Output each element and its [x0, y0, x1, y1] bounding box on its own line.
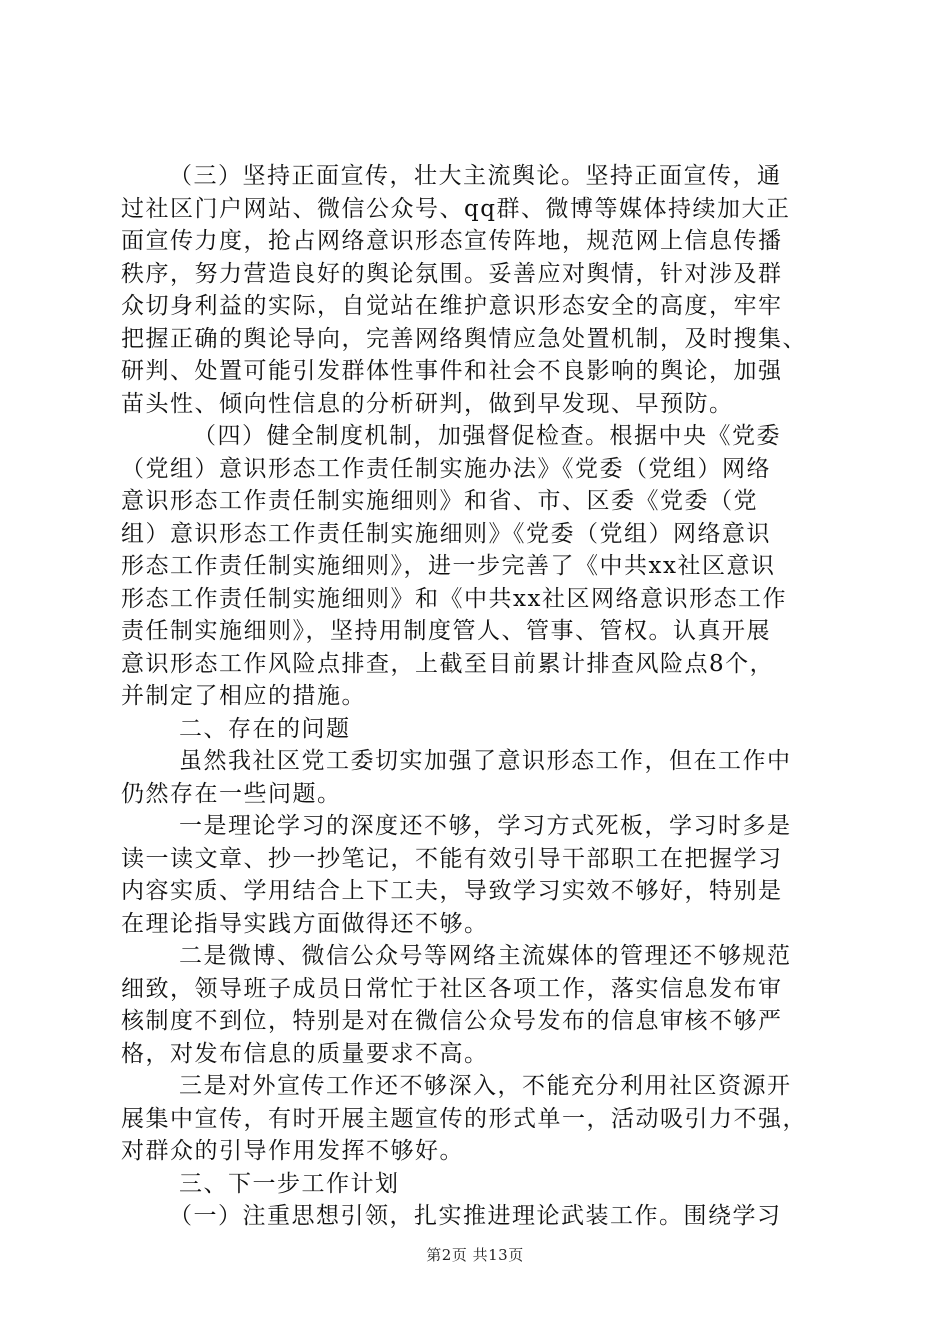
- text-line: 秩序，努力营造良好的舆论氛围。妥善应对舆情，针对涉及群: [121, 260, 783, 287]
- text-line: 把握正确的舆论导向，完善网络舆情应急处置机制，及时搜集、: [121, 325, 807, 352]
- text-line: 形态工作责任制实施细则》，进一步完善了《中共xx社区意识: [121, 553, 776, 579]
- text-line: 意识形态工作责任制实施细则》和省、市、区委《党委（党: [121, 488, 758, 514]
- text-line: 众切身利益的实际，自觉站在维护意识形态安全的高度，牢牢: [121, 293, 783, 319]
- text-line: 面宣传力度，抢占网络意识形态宣传阵地，规范网上信息传播: [121, 228, 783, 254]
- text-line: 三是对外宣传工作还不够深入，不能充分利用社区资源开: [179, 1073, 792, 1099]
- text-line: 责任制实施细则》，坚持用制度管人、管事、管权。认真开展: [121, 618, 771, 644]
- text-line: 意识形态工作风险点排查，上截至目前累计排查风险点8个，: [121, 650, 775, 677]
- text-line: 形态工作责任制实施细则》和《中共xx社区网络意识形态工作: [121, 585, 787, 612]
- text-line: 对群众的引导作用发挥不够好。: [121, 1138, 464, 1164]
- text-line: 虽然我社区党工委切实加强了意识形态工作，但在工作中: [179, 748, 792, 774]
- text-line: 格，对发布信息的质量要求不高。: [121, 1040, 489, 1067]
- text-line: 展集中宣传，有时开展主题宣传的形式单一，活动吸引力不强，: [121, 1105, 807, 1132]
- text-line: 并制定了相应的措施。: [121, 683, 366, 709]
- text-line: 二是微博、微信公众号等网络主流媒体的管理还不够规范: [179, 943, 792, 969]
- text-line: 内容实质、学用结合上下工夫，导致学习实效不够好，特别是: [121, 878, 783, 904]
- page-footer: 第2页 共13页: [426, 1246, 524, 1264]
- text-line: 细致，领导班子成员日常忙于社区各项工作，落实信息发布审: [121, 975, 783, 1002]
- text-line: 苗头性、倾向性信息的分析研判，做到早发现、早预防。: [121, 390, 734, 417]
- text-line: 读一读文章、抄一抄笔记，不能有效引导干部职工在把握学习: [121, 845, 783, 872]
- text-line: （一）注重思想引领，扎实推进理论武装工作。围绕学习: [169, 1203, 782, 1229]
- text-line: 过社区门户网站、微信公众号、qq群、微博等媒体持续加大正: [121, 195, 791, 222]
- text-line: 组）意识形态工作责任制实施细则》《党委（党组）网络意识: [121, 520, 771, 547]
- text-line: 仍然存在一些问题。: [121, 780, 342, 807]
- text-line: （四）健全制度机制，加强督促检查。根据中央《党委: [193, 423, 781, 449]
- text-line: （党组）意识形态工作责任制实施办法》《党委（党组）网络: [121, 455, 771, 482]
- text-line: 三、下一步工作计划: [179, 1170, 400, 1197]
- document-body: [121, 160, 841, 1233]
- text-line: 一是理论学习的深度还不够，学习方式死板，学习时多是: [179, 813, 792, 839]
- text-line: 在理论指导实践方面做得还不够。: [121, 910, 489, 937]
- text-line: 二、存在的问题: [179, 715, 351, 742]
- text-line: 研判、处置可能引发群体性事件和社会不良影响的舆论，加强: [121, 358, 783, 384]
- text-line: （三）坚持正面宣传，壮大主流舆论。坚持正面宣传，通: [169, 163, 782, 189]
- text-line: 核制度不到位，特别是对在微信公众号发布的信息审核不够严: [121, 1008, 783, 1034]
